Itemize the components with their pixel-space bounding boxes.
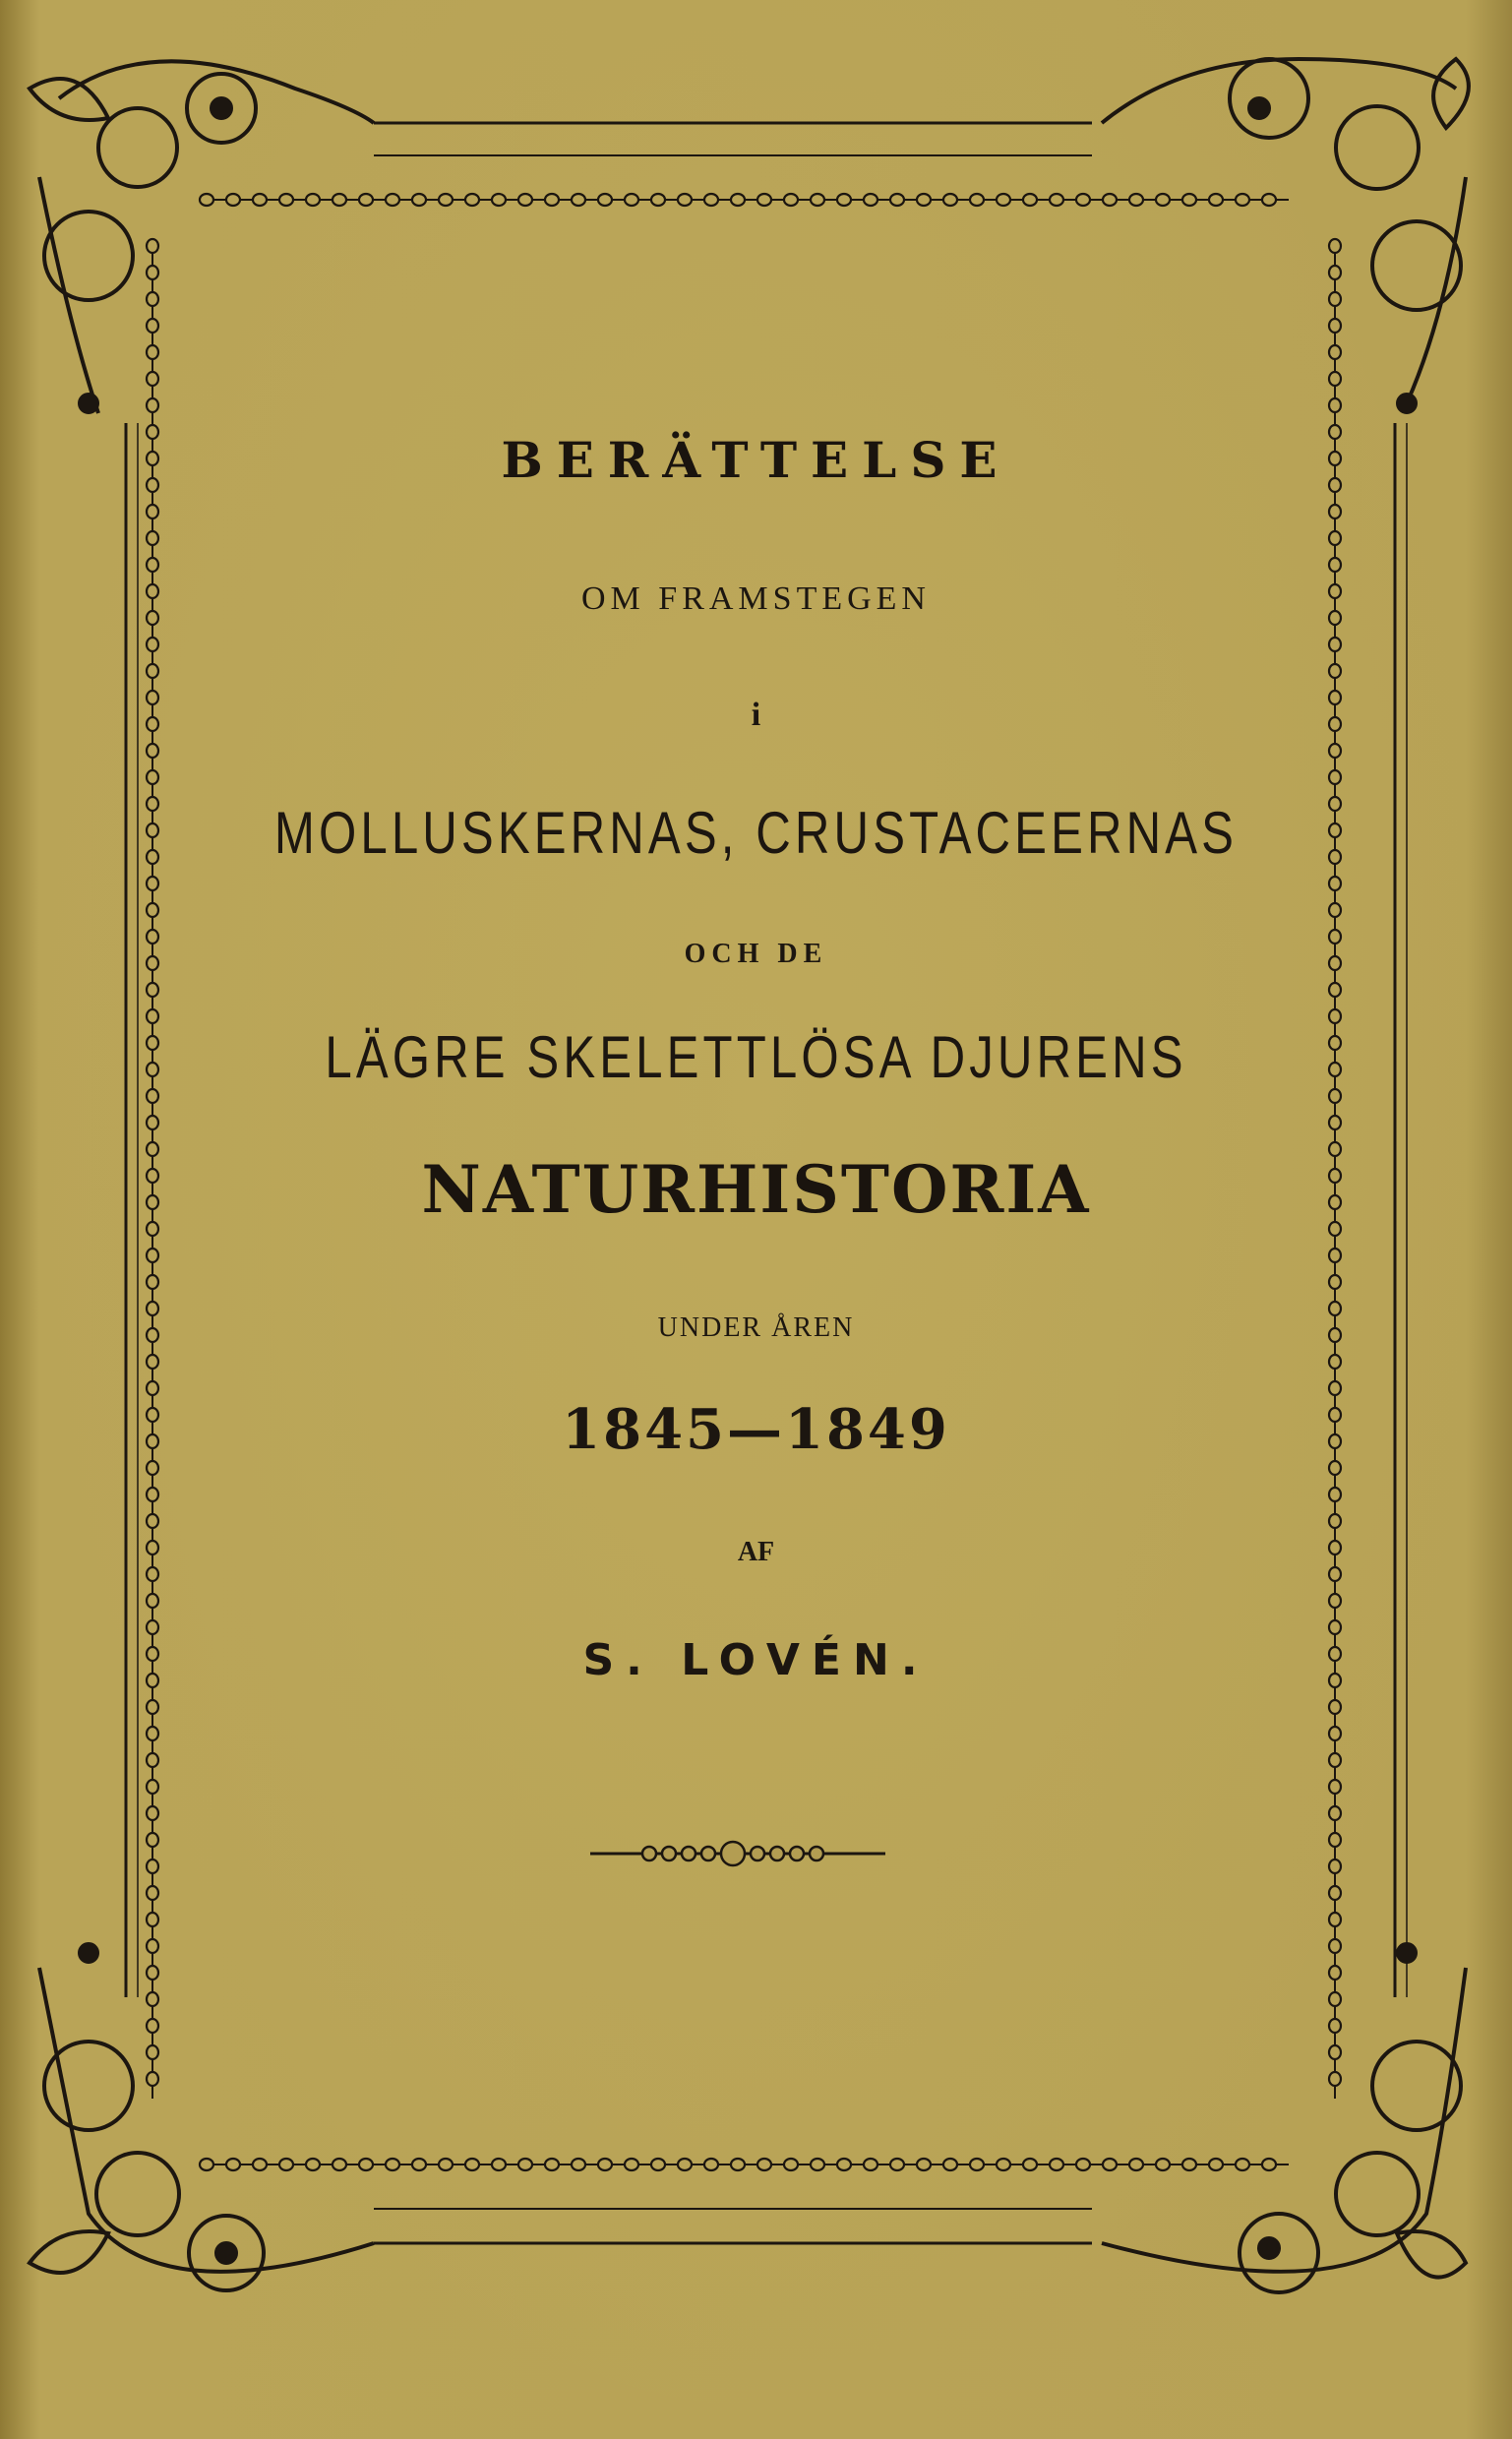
chain-link [1329, 903, 1341, 917]
chain-link [757, 194, 771, 206]
chain-link [1329, 1249, 1341, 1262]
divider-rosette [642, 1847, 656, 1860]
chain-link [651, 194, 665, 206]
chain-border-bottom [200, 2159, 1289, 2170]
chain-link [572, 194, 585, 206]
chain-link [678, 2159, 692, 2170]
chain-link [1329, 372, 1341, 386]
chain-link [1023, 2159, 1037, 2170]
chain-link [890, 194, 904, 206]
chain-link [572, 2159, 585, 2170]
chain-link [1329, 1939, 1341, 1953]
chain-link [253, 194, 267, 206]
chain-link [625, 194, 638, 206]
chain-link [1129, 194, 1143, 206]
chain-link [306, 2159, 320, 2170]
divider-rosette [770, 1847, 784, 1860]
chain-link [412, 194, 426, 206]
chain-link [1329, 1461, 1341, 1475]
chain-link [1329, 1727, 1341, 1740]
chain-link [757, 2159, 771, 2170]
chain-link [1329, 1700, 1341, 1714]
divider-rosette [810, 1847, 823, 1860]
chain-link [545, 2159, 559, 2170]
chain-link [943, 194, 957, 206]
divider-rosette [790, 1847, 804, 1860]
chain-link [147, 1594, 158, 1608]
chain-link [784, 2159, 798, 2170]
chain-link [1076, 194, 1090, 206]
chain-link [1129, 2159, 1143, 2170]
chain-link [1182, 2159, 1196, 2170]
title-line-under: UNDER ÅREN [657, 1312, 855, 1343]
chain-link [1329, 1381, 1341, 1395]
title-years: 1845—1849 [562, 1397, 950, 1462]
chain-link [1329, 398, 1341, 412]
chain-link [1050, 194, 1063, 206]
title-line-af: AF [737, 1537, 775, 1567]
chain-link [1329, 292, 1341, 306]
chain-link [359, 194, 373, 206]
chain-link [200, 2159, 213, 2170]
chain-link [147, 903, 158, 917]
chain-link [147, 1275, 158, 1289]
chain-link [1329, 2019, 1341, 2033]
chain-link [1329, 558, 1341, 572]
divider-rosette [662, 1847, 676, 1860]
chain-link [147, 1567, 158, 1581]
chain-link [1156, 2159, 1170, 2170]
chain-link [970, 194, 984, 206]
chain-link [651, 2159, 665, 2170]
chain-link [147, 239, 158, 253]
chain-link [147, 1727, 158, 1740]
chain-link [147, 1249, 158, 1262]
chain-link [1236, 2159, 1249, 2170]
chain-link [1329, 770, 1341, 784]
title-line-om: OM FRAMSTEGEN [581, 580, 931, 617]
chain-link [1156, 194, 1170, 206]
chain-link [997, 2159, 1010, 2170]
chain-link [279, 2159, 293, 2170]
chain-link [1329, 664, 1341, 678]
corner-ornament-bottom-left [30, 1944, 374, 2290]
chain-link [147, 266, 158, 279]
chain-link [147, 983, 158, 997]
chain-link [147, 1116, 158, 1129]
chain-link [784, 194, 798, 206]
title-line-och: OCH DE [684, 939, 828, 969]
title-line-i: i [751, 697, 761, 733]
chain-link [811, 194, 824, 206]
chain-link [147, 345, 158, 359]
chain-link [147, 1461, 158, 1475]
chain-link [1329, 1514, 1341, 1528]
chain-link [1023, 194, 1037, 206]
chain-link [386, 2159, 399, 2170]
chain-link [147, 2019, 158, 2033]
chain-link [1329, 2072, 1341, 2086]
chain-link [147, 1089, 158, 1103]
chain-link [678, 194, 692, 206]
chain-link [1329, 744, 1341, 758]
chain-link [1329, 1833, 1341, 1847]
chain-link [1329, 345, 1341, 359]
chain-border-top [200, 194, 1289, 206]
chain-link [1262, 194, 1276, 206]
chain-link [147, 1620, 158, 1634]
chain-link [518, 2159, 532, 2170]
chain-link [147, 1833, 158, 1847]
chain-link [147, 1939, 158, 1953]
chain-link [1329, 319, 1341, 333]
divider-rosette [701, 1847, 715, 1860]
chain-link [147, 1992, 158, 2006]
chain-link [625, 2159, 638, 2170]
chain-link [147, 1355, 158, 1369]
chain-link [1329, 983, 1341, 997]
chain-link [1329, 239, 1341, 253]
author-name: S. LOVÉN. [582, 1635, 930, 1685]
chain-link [147, 372, 158, 386]
chain-link [147, 770, 158, 784]
chain-link [1329, 531, 1341, 545]
chain-link [1329, 638, 1341, 651]
chain-link [1329, 1966, 1341, 1980]
chain-link [465, 194, 479, 206]
title-line-molluskernas: MOLLUSKERNAS, CRUSTACEERNAS [273, 800, 1239, 866]
chain-link [864, 194, 877, 206]
chain-link [1262, 2159, 1276, 2170]
chain-link [1329, 1009, 1341, 1023]
chain-link [1329, 1594, 1341, 1608]
chain-link [333, 194, 346, 206]
chain-link [200, 194, 213, 206]
chain-link [1329, 1488, 1341, 1501]
chain-link [864, 2159, 877, 2170]
chain-link [1209, 2159, 1223, 2170]
chain-link [147, 1009, 158, 1023]
chain-link [1329, 1116, 1341, 1129]
chain-link [226, 2159, 240, 2170]
chain-link [147, 1753, 158, 1767]
chain-link [1329, 1806, 1341, 1820]
chain-link [147, 2072, 158, 2086]
chain-link [1182, 194, 1196, 206]
chain-link [147, 638, 158, 651]
chain-link [1209, 194, 1223, 206]
chain-link [1329, 1275, 1341, 1289]
chain-link [412, 2159, 426, 2170]
divider-ornament [590, 1842, 885, 1865]
chain-link [147, 1913, 158, 1926]
chain-link [147, 877, 158, 890]
chain-link [147, 505, 158, 518]
corner-ornament-bottom-right [1102, 1944, 1466, 2292]
chain-link [970, 2159, 984, 2170]
chain-link [1076, 2159, 1090, 2170]
chain-link [386, 194, 399, 206]
chain-link [1103, 194, 1117, 206]
chain-link [147, 2045, 158, 2059]
chain-link [704, 194, 718, 206]
chain-link [147, 1860, 158, 1873]
chain-link [147, 1806, 158, 1820]
chain-link [147, 1886, 158, 1900]
divider-rosette [721, 1842, 745, 1865]
chain-link [837, 194, 851, 206]
chain-link [1329, 1753, 1341, 1767]
chain-link [1329, 1355, 1341, 1369]
chain-link [1050, 2159, 1063, 2170]
chain-link [439, 2159, 453, 2170]
chain-link [333, 2159, 346, 2170]
chain-link [1103, 2159, 1117, 2170]
chain-link [306, 194, 320, 206]
chain-link [917, 194, 931, 206]
chain-link [492, 2159, 506, 2170]
chain-link [279, 194, 293, 206]
chain-link [147, 558, 158, 572]
chain-link [1329, 1089, 1341, 1103]
chain-link [492, 194, 506, 206]
chain-link [147, 1780, 158, 1794]
chain-link [731, 194, 745, 206]
chain-link [1329, 1620, 1341, 1634]
chain-link [147, 531, 158, 545]
chain-link [1329, 505, 1341, 518]
chain-link [1329, 1886, 1341, 1900]
chain-link [439, 194, 453, 206]
chain-link [1329, 1860, 1341, 1873]
chain-link [147, 319, 158, 333]
chain-link [811, 2159, 824, 2170]
chain-link [837, 2159, 851, 2170]
title-line-naturhistoria: NATURHISTORIA [421, 1151, 1091, 1228]
chain-link [147, 398, 158, 412]
chain-link [147, 1514, 158, 1528]
chain-link [890, 2159, 904, 2170]
chain-link [1329, 2045, 1341, 2059]
chain-link [917, 2159, 931, 2170]
chain-link [226, 194, 240, 206]
chain-link [147, 1381, 158, 1395]
chain-link [147, 292, 158, 306]
chain-link [518, 194, 532, 206]
title-heading: BERÄTTELSE [501, 431, 1011, 489]
divider-rosette [682, 1847, 696, 1860]
divider-rosette [751, 1847, 764, 1860]
chain-link [1329, 1913, 1341, 1926]
chain-link [147, 664, 158, 678]
chain-link [359, 2159, 373, 2170]
chain-link [731, 2159, 745, 2170]
chain-link [1329, 1992, 1341, 2006]
divider-rosettes [642, 1842, 823, 1865]
chain-link [1329, 266, 1341, 279]
chain-link [997, 194, 1010, 206]
chain-link [253, 2159, 267, 2170]
chain-link [1236, 194, 1249, 206]
chain-link [704, 2159, 718, 2170]
chain-link [545, 194, 559, 206]
chain-link [147, 1966, 158, 1980]
chain-link [1329, 877, 1341, 890]
chain-link [598, 194, 612, 206]
chain-link [1329, 1780, 1341, 1794]
chain-link [147, 1700, 158, 1714]
chain-link [598, 2159, 612, 2170]
chain-link [943, 2159, 957, 2170]
chain-link [147, 1488, 158, 1501]
chain-link [465, 2159, 479, 2170]
title-line-lagre: LÄGRE SKELETTLÖSA DJURENS [325, 1024, 1187, 1090]
chain-link [1329, 1567, 1341, 1581]
chain-link [147, 744, 158, 758]
corner-ornament-top-right [1102, 59, 1469, 412]
corner-ornament-top-left [30, 61, 374, 413]
